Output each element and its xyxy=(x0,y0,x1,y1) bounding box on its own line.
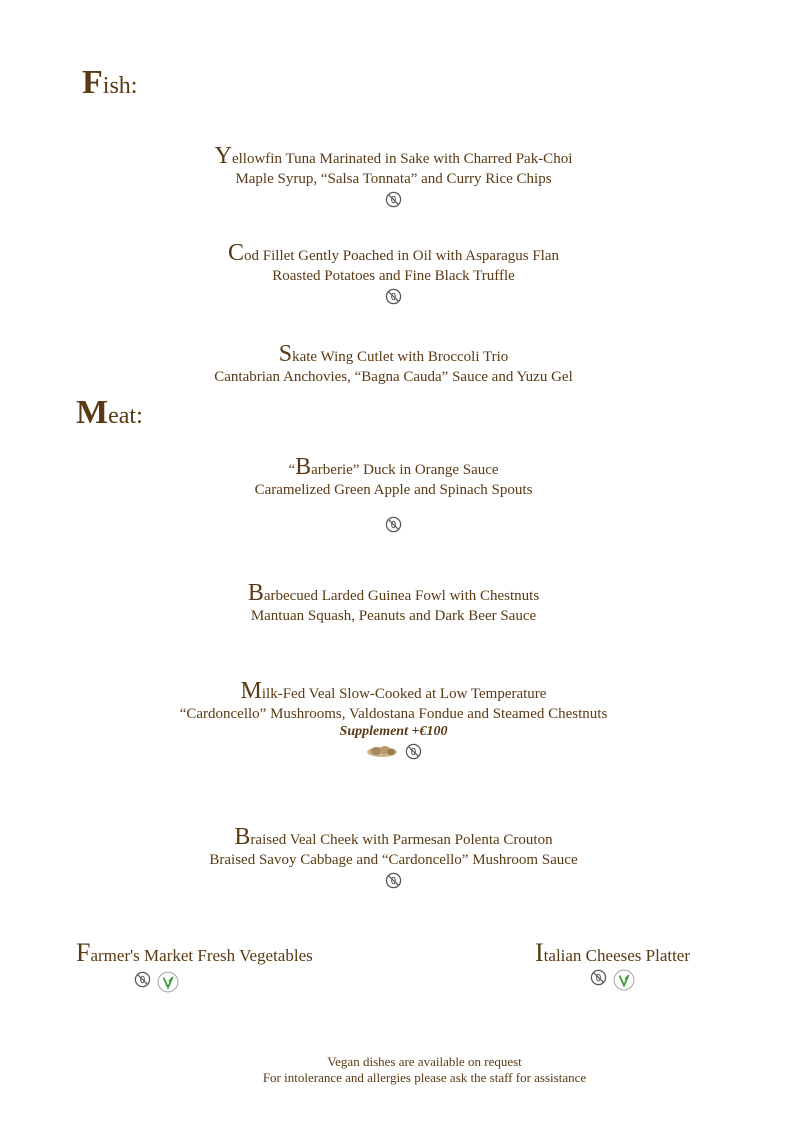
gluten-free-icon xyxy=(134,971,151,988)
footer-allergies: For intolerance and allergies please ask the staff for assistance xyxy=(262,1070,587,1085)
dish-barberie-duck: “Barberie” Duck in Orange Sauce Caramelized Green Apple and Spinach Spouts xyxy=(0,457,790,533)
gluten-free-icon xyxy=(385,288,402,305)
gluten-free-icon xyxy=(385,191,402,208)
vegetarian-icon xyxy=(613,969,635,991)
vegetarian-icon xyxy=(157,971,179,993)
gluten-free-icon xyxy=(385,516,402,533)
side-italian-cheeses: Italian Cheeses Platter xyxy=(535,938,690,991)
dish-braised-veal-cheek: Braised Veal Cheek with Parmesan Polenta Crouton Braised Savoy Cabbage and “Cardoncello” Mushroom Sauce xyxy=(0,827,790,889)
dish-milk-fed-veal: Milk-Fed Veal Slow-Cooked at Low Temperature “Cardoncello” Mushrooms, Valdostana Fondue and Steamed Chestnuts Supplement +€100 xyxy=(0,681,790,760)
gluten-free-icon xyxy=(405,743,422,760)
gluten-free-icon xyxy=(385,872,402,889)
nuts-icon xyxy=(365,743,399,759)
footer-vegan: Vegan dishes are available on request xyxy=(327,1054,522,1069)
section-title-meat: Meat: xyxy=(76,394,143,431)
dish-cod-fillet: Cod Fillet Gently Poached in Oil with Asparagus Flan Roasted Potatoes and Fine Black Truffle xyxy=(0,243,790,305)
section-title-fish: Fish: xyxy=(82,64,138,101)
dish-guinea-fowl: Barbecued Larded Guinea Fowl with Chestnuts Mantuan Squash, Peanuts and Dark Beer Sauce xyxy=(247,580,540,624)
side-fresh-vegetables: Farmer's Market Fresh Vegetables xyxy=(76,938,313,993)
gluten-free-icon xyxy=(590,969,607,986)
dish-yellowfin-tuna: Yellowfin Tuna Marinated in Sake with Charred Pak-Choi Maple Syrup, “Salsa Tonnata” and Curry Rice Chips xyxy=(0,146,790,208)
supplement-note: Supplement +€100 xyxy=(339,724,448,739)
dish-skate-wing: Skate Wing Cutlet with Broccoli Trio Cantabrian Anchovies, “Bagna Cauda” Sauce and Yuzu Gel xyxy=(214,341,573,385)
footer-note xyxy=(0,1054,793,1086)
